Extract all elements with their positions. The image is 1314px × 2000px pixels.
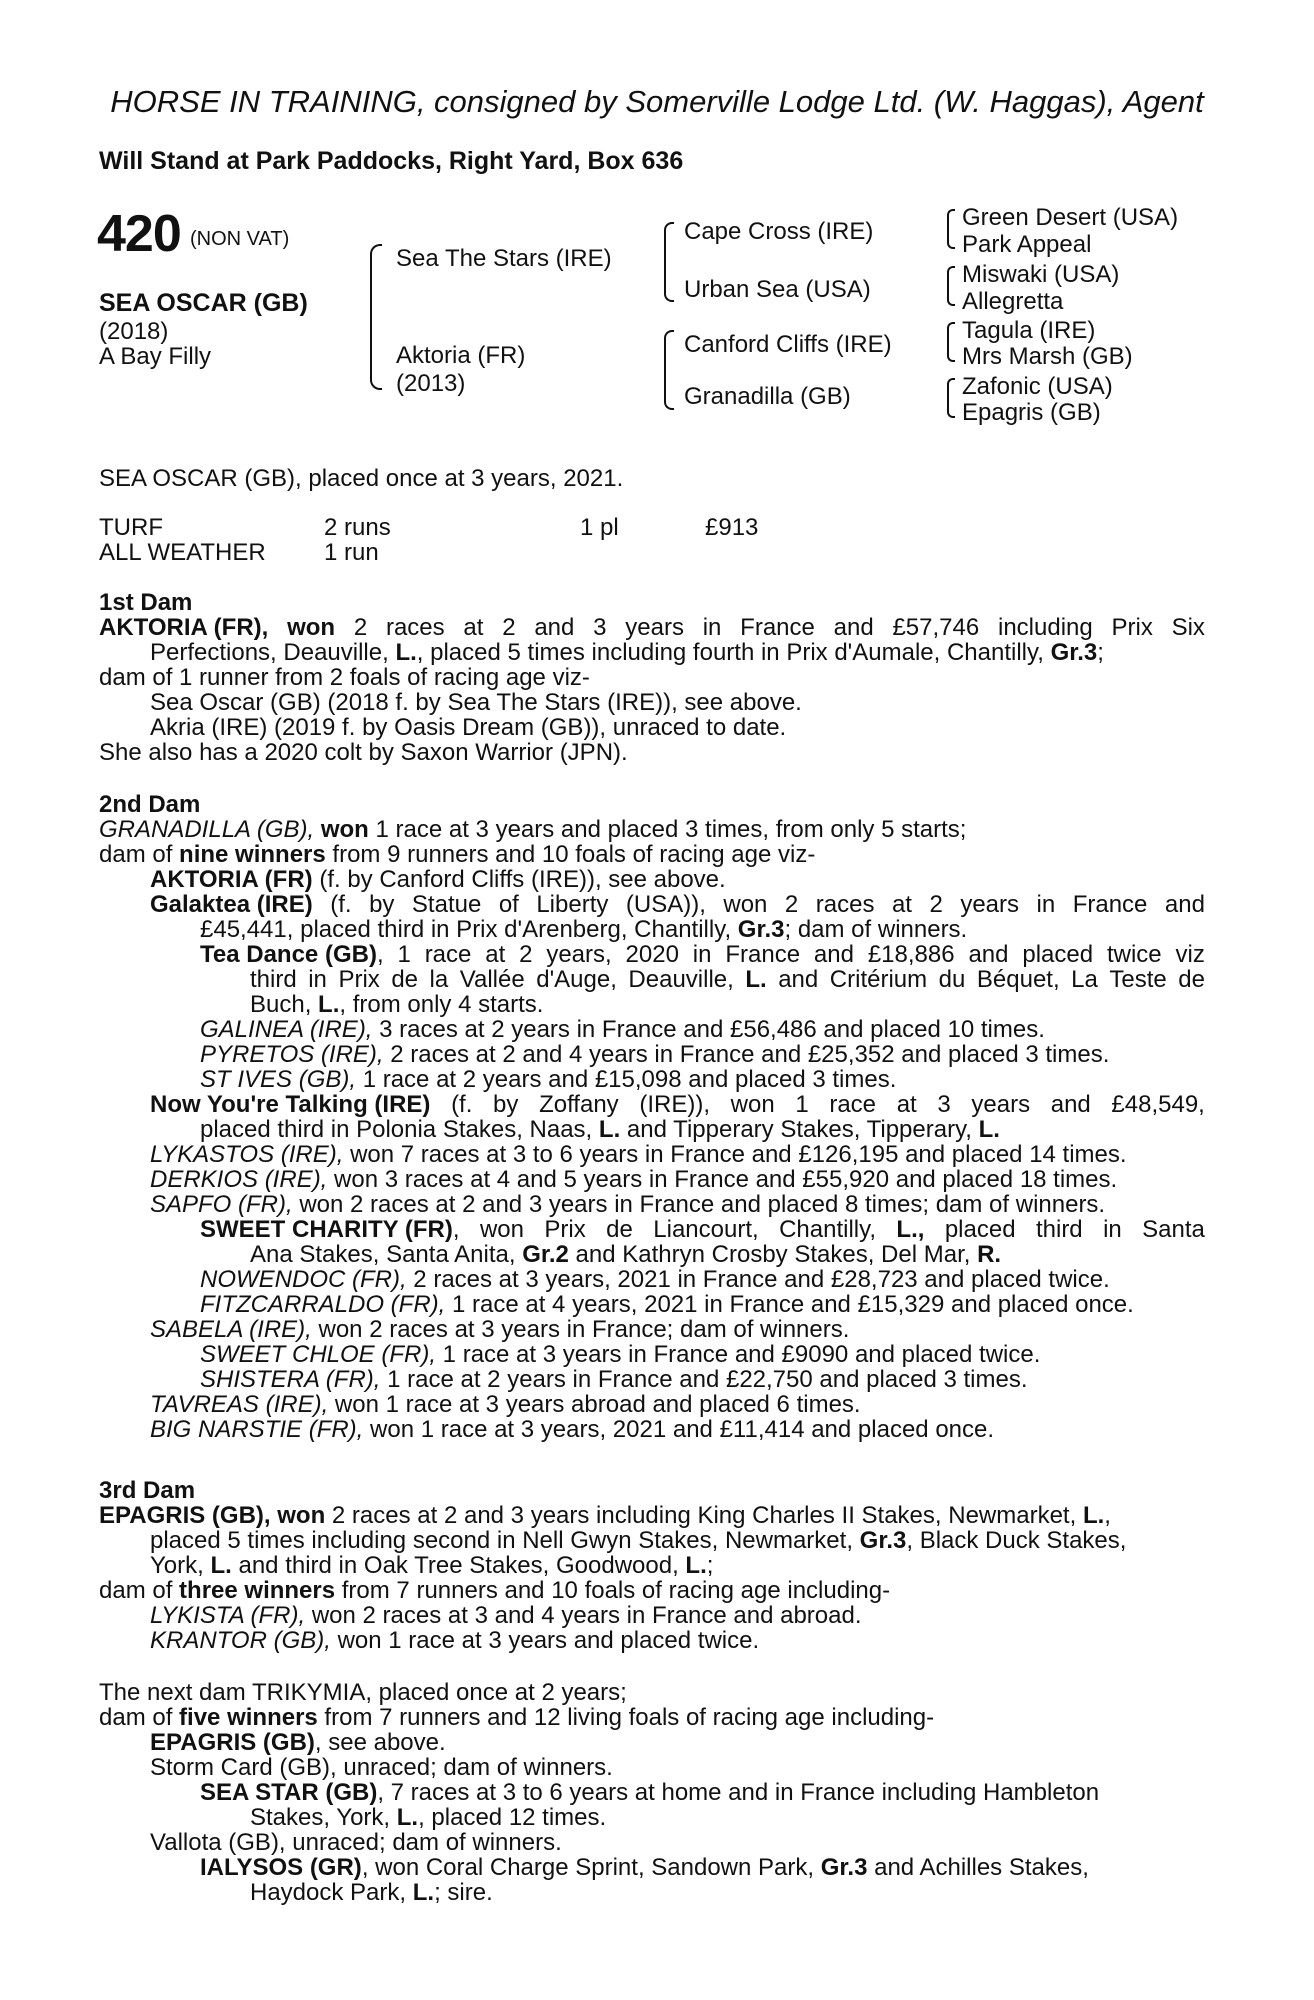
word: in (1103, 1216, 1122, 1243)
text: ; (1097, 639, 1104, 666)
second-dam-line-8 (250, 992, 543, 1017)
grade-mark: Gr.3 (820, 1854, 868, 1881)
second-dam-line-18 (250, 1242, 1001, 1267)
first-dam-name: AKTORIA (FR), (99, 614, 269, 641)
word: Prix (1111, 614, 1153, 641)
word: d'Auge, (536, 966, 617, 993)
word: viz (1175, 941, 1205, 968)
horse-name: AKTORIA (FR) (150, 866, 313, 893)
horse-name: KRANTOR (GB), (150, 1627, 331, 1654)
sire-dam: Urban Sea (USA) (684, 276, 871, 303)
second-dam-line-7 (250, 967, 1205, 992)
text: 1 race at 2 years in France and £22,750 and placed 3 times. (380, 1366, 1028, 1393)
word: (f. (330, 891, 352, 918)
horse-description: A Bay Filly (99, 343, 212, 370)
dam: Aktoria (FR) (396, 342, 526, 369)
text: won 1 race at 3 years, 2021 and £11,414 and placed once. (363, 1416, 995, 1443)
turf-prize: £913 (705, 514, 759, 541)
word: 3 (937, 1091, 951, 1118)
horse-name: FITZCARRALDO (FR), (200, 1291, 446, 1318)
word: Six (1171, 614, 1205, 641)
text: won 7 races at 3 to 6 years in France and £126,195 and placed 14 times. (343, 1141, 1127, 1168)
grade-mark: Gr.2 (522, 1241, 569, 1268)
horse-name: TAVREAS (IRE), (150, 1391, 329, 1418)
first-dam-line-2 (150, 640, 1104, 665)
word: Liancourt, (653, 1216, 759, 1243)
aw-runs: 1 run (324, 539, 379, 566)
listed-mark: L. (412, 1879, 435, 1906)
word: 2 (784, 891, 799, 918)
text: ; dam of winners. (784, 916, 968, 943)
word: 2 (929, 891, 943, 918)
listed-mark: L. (395, 639, 417, 666)
horse-name: LYKISTA (FR), (150, 1602, 306, 1629)
text: Ana Stakes, Santa Anita, (250, 1241, 523, 1268)
word: de (606, 1216, 633, 1243)
pedigree-brace-g4 (947, 378, 955, 418)
pedigree-brace-g3 (947, 322, 955, 362)
text: dam of (99, 1577, 180, 1604)
text: Stakes, York, (250, 1804, 397, 1831)
listed-mark: L. (396, 1804, 419, 1831)
horse-name: SWEET CHARITY (FR) (200, 1216, 453, 1243)
second-dam-line-20 (200, 1292, 1134, 1317)
third-dam-line-5 (150, 1603, 862, 1628)
winners-count: five winners (179, 1704, 318, 1731)
word: 1 (795, 1091, 809, 1118)
word: Liberty (536, 891, 609, 918)
word: 2 (502, 614, 516, 641)
sire: Sea The Stars (IRE) (396, 245, 612, 272)
word: France (1072, 891, 1148, 918)
gsire-3: Miswaki (USA) (962, 261, 1120, 288)
gsire-6: Mrs Marsh (GB) (962, 343, 1133, 370)
second-dam-line-15 (150, 1167, 1117, 1192)
text: , Black Duck Stakes, (906, 1527, 1127, 1554)
word: (f. (451, 1091, 473, 1118)
horse-name: EPAGRIS (GB) (150, 1729, 315, 1756)
text: Haydock Park, (250, 1879, 413, 1906)
word: years, (546, 941, 612, 968)
word: France (740, 614, 815, 641)
text: won 2 races at 3 and 4 years in France and abroad. (305, 1602, 862, 1629)
first-dam-line-4: Sea Oscar (GB) (2018 f. by Sea The Stars (IRE)), see above. (150, 689, 802, 716)
first-dam-line-6: She also has a 2020 colt by Saxon Warrior (JPN). (99, 739, 628, 766)
pedigree-brace-sire (664, 222, 674, 302)
word: race (424, 941, 472, 968)
first-dam-line-1 (99, 615, 1205, 640)
listed-mark: L. (1082, 1502, 1105, 1529)
pedigree-brace-dam (664, 330, 674, 410)
text: Buch, (250, 991, 319, 1018)
word: years (960, 891, 1020, 918)
second-dam-line-25 (150, 1417, 994, 1442)
word: £57,746 (892, 614, 980, 641)
gsire-2: Park Appeal (962, 231, 1092, 258)
text: ; sire. (434, 1879, 493, 1906)
word: 2 (353, 614, 368, 641)
second-dam-line-16 (150, 1192, 1105, 1217)
word: du (938, 966, 966, 993)
text: placed third in Polonia Stakes, Naas, (200, 1116, 599, 1143)
text: from 9 runners and 10 foals of racing age viz- (325, 841, 816, 868)
horse-name: SEA OSCAR (GB) (99, 289, 308, 317)
horse-name: DERKIOS (IRE), (150, 1166, 328, 1193)
restricted-mark: R. (977, 1241, 1002, 1268)
foal-year: (2018) (99, 318, 169, 345)
text: £45,441, placed third in Prix d'Arenberg, Chantilly, (200, 916, 738, 943)
second-dam-line-17 (200, 1217, 1205, 1242)
next-dam-line-8 (200, 1855, 1089, 1880)
pedigree-brace-g1 (947, 209, 955, 249)
horse-name: ST IVES (GB), (200, 1066, 357, 1093)
word: including (997, 614, 1093, 641)
dam-sire: Canford Cliffs (IRE) (684, 331, 892, 358)
word: and (968, 941, 1009, 968)
pedigree-brace-g2 (947, 266, 955, 306)
dam-name: GRANADILLA (GB), (99, 816, 315, 843)
listed-mark: L. (318, 991, 340, 1018)
first-dam-line-3: dam of 1 runner from 2 foals of racing age viz- (99, 664, 590, 691)
word: and (778, 966, 819, 993)
next-dam-line-7: Vallota (GB), unraced; dam of winners. (150, 1829, 562, 1856)
first-dam-won: won (287, 614, 336, 641)
listed-mark: L. (745, 966, 767, 993)
word: in (1036, 891, 1056, 918)
third-dam-line-3 (150, 1553, 713, 1578)
second-dam-line-24 (150, 1392, 861, 1417)
horse-name: LYKASTOS (IRE), (150, 1141, 344, 1168)
word: at (896, 1091, 917, 1118)
text: ; (706, 1552, 714, 1579)
word: Critérium (829, 966, 928, 993)
word: Prix (338, 966, 380, 993)
location-line: Will Stand at Park Paddocks, Right Yard, Box 636 (99, 147, 684, 175)
word: races (385, 614, 445, 641)
word: by (369, 891, 395, 918)
listed-mark: L., (896, 1216, 925, 1243)
word: Santa (1142, 1216, 1205, 1243)
performance-summary: SEA OSCAR (GB), placed once at 3 years, 2021. (99, 465, 624, 492)
word: by (493, 1091, 519, 1118)
word: la (429, 966, 449, 993)
text: 1 race at 3 years and placed 3 times, from only 5 starts; (368, 816, 967, 843)
text: from 7 runners and 10 foals of racing age including- (335, 1577, 891, 1604)
second-dam-line-10 (200, 1042, 1109, 1067)
text: , from only 4 starts. (339, 991, 544, 1018)
word: 3 (593, 614, 607, 641)
text: from 7 runners and 12 living foals of racing age including- (317, 1704, 935, 1731)
word: , (376, 941, 384, 968)
listed-mark: L. (210, 1552, 232, 1579)
dam-name: EPAGRIS (GB), (99, 1502, 271, 1529)
text: 3 races at 2 years in France and £56,486 and placed 10 times. (372, 1016, 1045, 1043)
text: placed 5 times including second in Nell Gwyn Stakes, Newmarket, (150, 1527, 860, 1554)
text: Perfections, Deauville, (150, 639, 396, 666)
text: 1 race at 4 years, 2021 in France and £15,329 and placed once. (445, 1291, 1134, 1318)
word: Zoffany (539, 1091, 619, 1118)
word: third (250, 966, 297, 993)
horse-name: NOWENDOC (FR), (200, 1266, 407, 1293)
next-dam-line-6 (250, 1805, 606, 1830)
next-dam-line-2 (99, 1705, 934, 1730)
text: won 3 races at 4 and 5 years in France and £55,920 and placed 18 times. (327, 1166, 1118, 1193)
vat-status: (NON VAT) (190, 228, 290, 250)
second-dam-line-21 (150, 1317, 849, 1342)
dam-dam: Granadilla (GB) (684, 383, 851, 410)
third-dam-heading: 3rd Dam (99, 1477, 196, 1504)
word: placed (944, 1216, 1016, 1243)
second-dam-line-13 (200, 1117, 1000, 1142)
winners-count: three winners (179, 1577, 336, 1604)
word: (USA)), (625, 891, 706, 918)
word: 2020 (625, 941, 679, 968)
horse-name: SHISTERA (FR), (200, 1366, 381, 1393)
gsire-8: Epagris (GB) (962, 399, 1101, 426)
next-dam-line-4: Storm Card (GB), unraced; dam of winners. (150, 1754, 613, 1781)
next-dam-line-5 (200, 1780, 1099, 1805)
page-header: HORSE IN TRAINING, consigned by Somerville Lodge Ltd. (W. Haggas), Agent (110, 84, 1204, 119)
text: , (1104, 1502, 1111, 1529)
word: and (534, 614, 575, 641)
text: , won Coral Charge Sprint, Sandown Park, (361, 1854, 821, 1881)
aw-label: ALL WEATHER (99, 539, 266, 566)
horse-name: SABELA (IRE), (150, 1316, 312, 1343)
text: 2 races at 2 and 4 years in France and £25,352 and placed 3 times. (383, 1041, 1110, 1068)
second-dam-line-19 (200, 1267, 1110, 1292)
text: , placed 5 times including fourth in Prix d'Aumale, Chantilly, (416, 639, 1051, 666)
text: won 2 races at 2 and 3 years in France and placed 8 times; dam of winners. (292, 1191, 1106, 1218)
word: de (391, 966, 419, 993)
second-dam-line-6 (200, 942, 1205, 967)
text: and third in Oak Tree Stakes, Goodwood, (231, 1552, 686, 1579)
word: in (702, 614, 722, 641)
dam-year: (2013) (396, 370, 466, 397)
text: and Kathryn Crosby Stakes, Del Mar, (568, 1241, 978, 1268)
gsire-5: Tagula (IRE) (962, 317, 1096, 344)
word: Deauville, (628, 966, 734, 993)
word: and (1050, 1091, 1091, 1118)
second-dam-line-2 (99, 842, 815, 867)
listed-mark: L. (978, 1116, 1000, 1143)
second-dam-line-14 (150, 1142, 1127, 1167)
text: , placed 12 times. (418, 1804, 607, 1831)
grade-mark: Gr.3 (1050, 639, 1098, 666)
next-dam-line-1: The next dam TRIKYMIA, placed once at 2 years; (99, 1679, 627, 1706)
word: won (723, 891, 768, 918)
listed-mark: L. (685, 1552, 707, 1579)
word: won (479, 1216, 524, 1243)
word: won (730, 1091, 775, 1118)
word: races (815, 891, 875, 918)
grade-mark: Gr.3 (859, 1527, 907, 1554)
sire-sire: Cape Cross (IRE) (684, 218, 874, 245)
horse-name: BIG NARSTIE (FR), (150, 1416, 364, 1443)
second-dam-line-11 (200, 1067, 896, 1092)
turf-label: TURF (99, 514, 163, 541)
second-dam-line-12 (150, 1092, 1205, 1117)
word: de (1178, 966, 1205, 993)
word: years (971, 1091, 1031, 1118)
horse-name: Galaktea (IRE) (150, 891, 313, 918)
word: 2 (519, 941, 533, 968)
turf-placed: 1 pl (580, 514, 619, 541)
first-dam-line-5: Akria (IRE) (2019 f. by Oasis Dream (GB)), unraced to date. (150, 714, 787, 741)
text: and Tipperary Stakes, Tipperary, (620, 1116, 979, 1143)
word: £18,886 (867, 941, 955, 968)
horse-name: GALINEA (IRE), (200, 1016, 373, 1043)
word: France (725, 941, 801, 968)
text: , 7 races at 3 to 6 years at home and in France including Hambleton (377, 1779, 1100, 1806)
third-dam-line-1 (99, 1503, 1111, 1528)
lot-number: 420 (97, 205, 181, 263)
word: 1 (397, 941, 411, 968)
horse-name: SWEET CHLOE (FR), (200, 1341, 437, 1368)
word: Chantilly, (779, 1216, 877, 1243)
horse-name: PYRETOS (IRE), (200, 1041, 384, 1068)
word: years (625, 614, 684, 641)
horse-name: IALYSOS (GR) (200, 1854, 362, 1881)
next-dam-line-9 (250, 1880, 493, 1905)
text: won 1 race at 3 years and placed twice. (330, 1627, 760, 1654)
second-dam-line-9 (200, 1017, 1045, 1042)
second-dam-line-3 (150, 867, 726, 892)
word: of (498, 891, 519, 918)
first-dam-heading: 1st Dam (99, 589, 193, 616)
horse-name: SAPFO (FR), (150, 1191, 293, 1218)
winners-count: nine winners (179, 841, 326, 868)
gsire-4: Allegretta (962, 288, 1064, 315)
word: at (485, 941, 506, 968)
text: dam of (99, 1704, 180, 1731)
word: Statue (411, 891, 482, 918)
word: placed (1022, 941, 1094, 968)
text: (f. by Canford Cliffs (IRE)), see above. (312, 866, 726, 893)
third-dam-line-2 (150, 1528, 1126, 1553)
won: won (320, 816, 369, 843)
listed-mark: L. (598, 1116, 621, 1143)
word: Vallée (459, 966, 525, 993)
text: 1 race at 2 years and £15,098 and placed 3 times. (356, 1066, 897, 1093)
word: Béquet, (976, 966, 1060, 993)
horse-name: Now You're Talking (IRE) (150, 1091, 431, 1118)
second-dam-heading: 2nd Dam (99, 791, 201, 818)
text: 2 races at 3 years, 2021 in France and £28,723 and placed twice. (406, 1266, 1110, 1293)
gsire-1: Green Desert (USA) (962, 204, 1179, 231)
text: , see above. (314, 1729, 446, 1756)
word: twice (1106, 941, 1162, 968)
horse-name: Tea Dance (GB) (200, 941, 377, 968)
text: dam of (99, 841, 180, 868)
second-dam-line-4 (150, 892, 1205, 917)
word: at (891, 891, 912, 918)
third-dam-line-4 (99, 1578, 890, 1603)
word: £48,549, (1111, 1091, 1205, 1118)
word: in (692, 941, 712, 968)
pedigree-brace-main (370, 244, 382, 390)
horse-name: SEA STAR (GB) (200, 1779, 378, 1806)
text: 2 races at 2 and 3 years including King Charles II Stakes, Newmarket, (325, 1502, 1083, 1529)
word: race (829, 1091, 877, 1118)
text: won 2 races at 3 years in France; dam of winners. (311, 1316, 850, 1343)
word: (IRE)), (639, 1091, 710, 1118)
word: and (1164, 891, 1205, 918)
text: won 1 race at 3 years abroad and placed 6 times. (328, 1391, 861, 1418)
word: Teste (1109, 966, 1167, 993)
word: in (308, 966, 327, 993)
word: Prix (544, 1216, 586, 1243)
second-dam-line-1 (99, 817, 966, 842)
word: La (1071, 966, 1098, 993)
second-dam-line-5 (200, 917, 967, 942)
word: third (1035, 1216, 1083, 1243)
word: , (452, 1216, 460, 1243)
text: and Achilles Stakes, (867, 1854, 1089, 1881)
next-dam-line-3 (150, 1730, 446, 1755)
third-dam-line-6 (150, 1628, 759, 1653)
second-dam-line-23 (200, 1367, 1028, 1392)
word: at (463, 614, 484, 641)
turf-runs: 2 runs (324, 514, 391, 541)
gsire-7: Zafonic (USA) (962, 373, 1113, 400)
word: and (813, 941, 854, 968)
won: won (277, 1502, 326, 1529)
text: York, (150, 1552, 211, 1579)
word: and (833, 614, 874, 641)
grade-mark: Gr.3 (737, 916, 785, 943)
text: 1 race at 3 years in France and £9090 and placed twice. (436, 1341, 1041, 1368)
second-dam-line-22 (200, 1342, 1040, 1367)
